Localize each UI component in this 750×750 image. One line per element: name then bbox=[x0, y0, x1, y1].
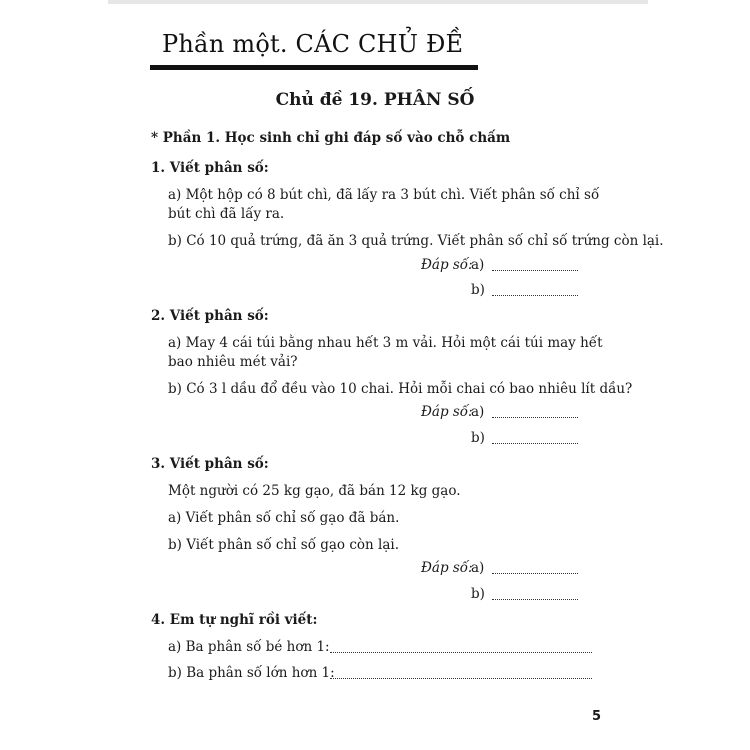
q3-heading: 3. Viết phân số: bbox=[151, 456, 269, 472]
q1-answer-b-line[interactable] bbox=[492, 295, 578, 296]
q2-part-a: a) May 4 cái túi bằng nhau hết 3 m vải. Hỏi một cái túi may hết bao nhiêu mét vải? bbox=[168, 335, 603, 370]
q4-heading: 4. Em tự nghĩ rồi viết: bbox=[151, 612, 318, 628]
q1-answer-label: Đáp số: bbox=[421, 257, 473, 273]
q3-answer-b-label: b) bbox=[471, 586, 485, 602]
q2-answer-label: Đáp số: bbox=[421, 404, 473, 420]
q2-heading: 2. Viết phân số: bbox=[151, 308, 269, 324]
section-intro: * Phần 1. Học sinh chỉ ghi đáp số vào chỗ chấm bbox=[151, 130, 511, 146]
q2-answer-b-line[interactable] bbox=[492, 443, 578, 444]
q4-part-b: b) Ba phân số lớn hơn 1: bbox=[168, 665, 335, 681]
q4-answer-a-line[interactable] bbox=[330, 652, 592, 653]
q2-answer-b-label: b) bbox=[471, 430, 485, 446]
q3-part-a: a) Viết phân số chỉ số gạo đã bán. bbox=[168, 510, 400, 526]
q1-answer-a-label: a) bbox=[471, 257, 485, 273]
q2-part-b: b) Có 3 l dầu đổ đều vào 10 chai. Hỏi mỗi chai có bao nhiêu lít dầu? bbox=[168, 381, 633, 397]
q1-part-a: a) Một hộp có 8 bút chì, đã lấy ra 3 bút chì. Viết phân số chỉ số bút chì đã lấy ra. bbox=[168, 187, 600, 222]
q1-answer-b-label: b) bbox=[471, 282, 485, 298]
q3-answer-a-line[interactable] bbox=[492, 573, 578, 574]
q3-intro: Một người có 25 kg gạo, đã bán 12 kg gạo. bbox=[168, 483, 461, 499]
q2-answer-a-label: a) bbox=[471, 404, 485, 420]
q4-answer-b-line[interactable] bbox=[330, 678, 592, 679]
top-border bbox=[108, 0, 648, 4]
q3-answer-label: Đáp số: bbox=[421, 560, 473, 576]
q1-heading: 1. Viết phân số: bbox=[151, 160, 269, 176]
q2-answer-a-line[interactable] bbox=[492, 417, 578, 418]
q3-answer-a-label: a) bbox=[471, 560, 485, 576]
page-number: 5 bbox=[592, 709, 602, 724]
part-title: Phần một. CÁC CHỦ ĐỀ bbox=[162, 30, 464, 58]
q3-answer-b-line[interactable] bbox=[492, 599, 578, 600]
q1-answer-a-line[interactable] bbox=[492, 270, 578, 271]
q1-part-b: b) Có 10 quả trứng, đã ăn 3 quả trứng. Viết phân số chỉ số trứng còn lại. bbox=[168, 233, 664, 249]
q4-part-a: a) Ba phân số bé hơn 1: bbox=[168, 639, 330, 655]
part-title-underline bbox=[150, 65, 478, 70]
q3-part-b: b) Viết phân số chỉ số gạo còn lại. bbox=[168, 537, 400, 553]
chapter-title: Chủ đề 19. PHÂN SỐ bbox=[275, 90, 475, 110]
